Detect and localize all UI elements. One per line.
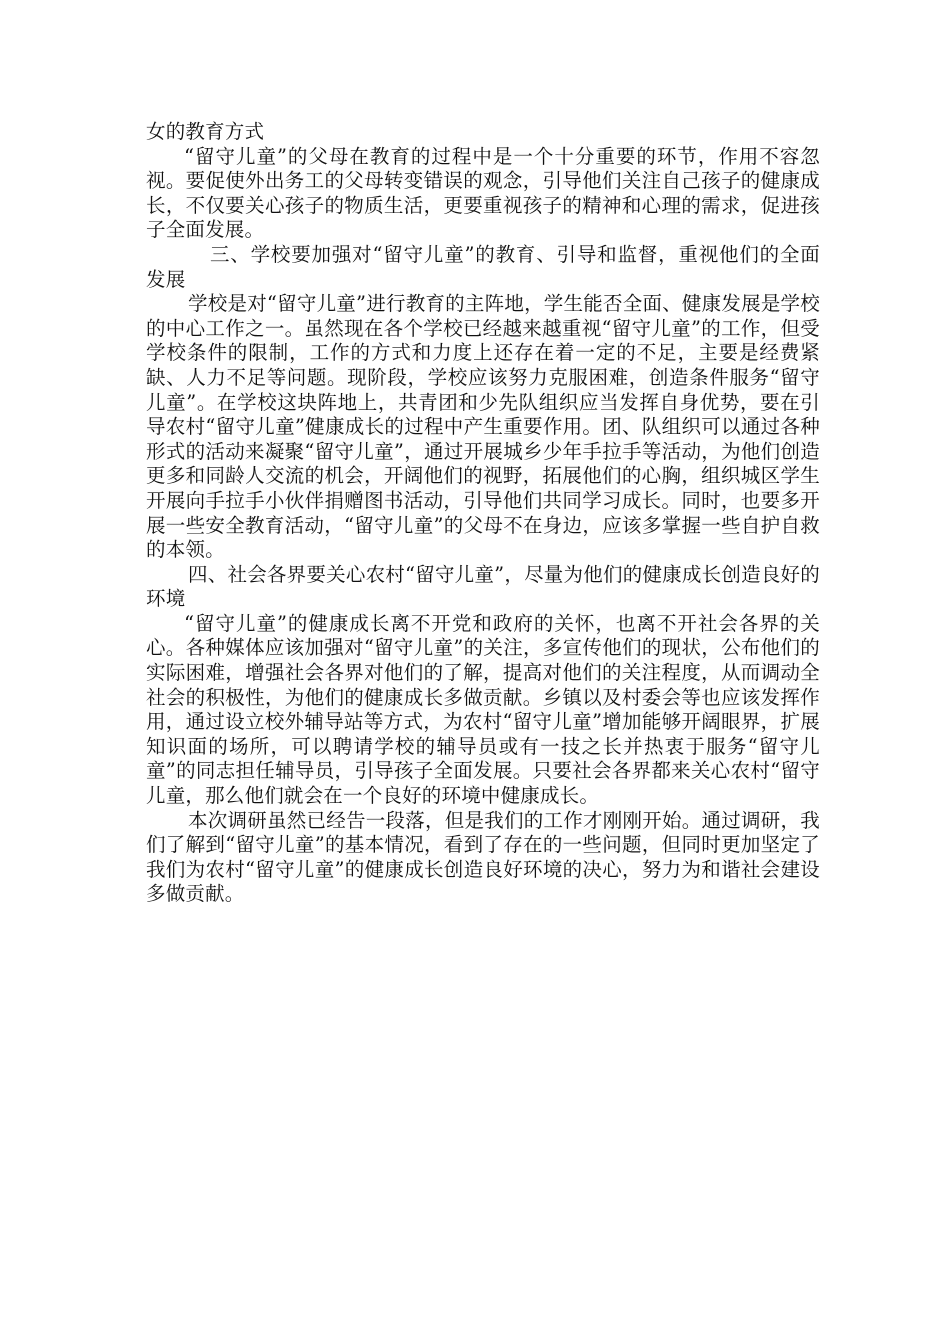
paragraph-society-role: “留守儿童”的健康成长离不开党和政府的关怀，也离不开社会各界的关心。各种媒体应该加强对“留守儿童”的关注，多宣传他们的现状，公布他们的实际困难，增强社会各界对他们的了解，提高对他们的关注程度，从而调动全社会的积极性，为他们的健康成长多做贡献。乡镇以及村委会等也应该发挥作用，通过设立校外辅导站等方式，为农村“留守儿童”增加能够开阔眼界，扩展知识面的场所，可以聘请学校的辅导员或有一技之长并热衷于服务“留守儿童”的同志担任辅导员，引导孩子全面发展。只要社会各界都来关心农村“留守儿童，那么他们就会在一个良好的环境中健康成长。 [146, 611, 820, 808]
paragraph-school-role: 学校是对“留守儿童”进行教育的主阵地，学生能否全面、健康发展是学校的中心工作之一。虽然现在各个学校已经越来越重视“留守儿童”的工作，但受学校条件的限制，工作的方式和力度上还存在着一定的不足，主要是经费紧缺、人力不足等问题。现阶段，学校应该努力克服困难，创造条件服务“留守儿童”。在学校这块阵地上，共青团和少先队组织应当发挥自身优势，要在引导农村“留守儿童”健康成长的过程中产生重要作用。团、队组织可以通过各种形式的活动来凝聚“留守儿童”，通过开展城乡少年手拉手等活动，为他们创造更多和同龄人交流的机会，开阔他们的视野，拓展他们的心胸，组织城区学生开展向手拉手小伙伴捐赠图书活动，引导他们共同学习成长。同时，也要多开展一些安全教育活动，“留守儿童”的父母不在身边，应该多掌握一些自护自救的本领。 [146, 292, 820, 562]
document-body [146, 120, 820, 907]
section-heading-4: 四、社会各界要关心农村“留守儿童”，尽量为他们的健康成长创造良好的环境 [146, 562, 820, 611]
section-heading-3: 三、学校要加强对“留守儿童”的教育、引导和监督，重视他们的全面发展 [146, 242, 820, 291]
paragraph-parents-role: “留守儿童”的父母在教育的过程中是一个十分重要的环节，作用不容忽视。要促使外出务工的父母转变错误的观念，引导他们关注自己孩子的健康成长，不仅要关心孩子的物质生活，更要重视孩子的精神和心理的需求，促进孩子全面发展。 [146, 144, 820, 242]
paragraph-continuation: 女的教育方式 [146, 120, 265, 143]
paragraph-conclusion: 本次调研虽然已经告一段落，但是我们的工作才刚刚开始。通过调研，我们了解到“留守儿童”的基本情况，看到了存在的一些问题，但同时更加坚定了我们为农村“留守儿童”的健康成长创造良好环境的决心，努力为和谐社会建设多做贡献。 [146, 808, 820, 906]
